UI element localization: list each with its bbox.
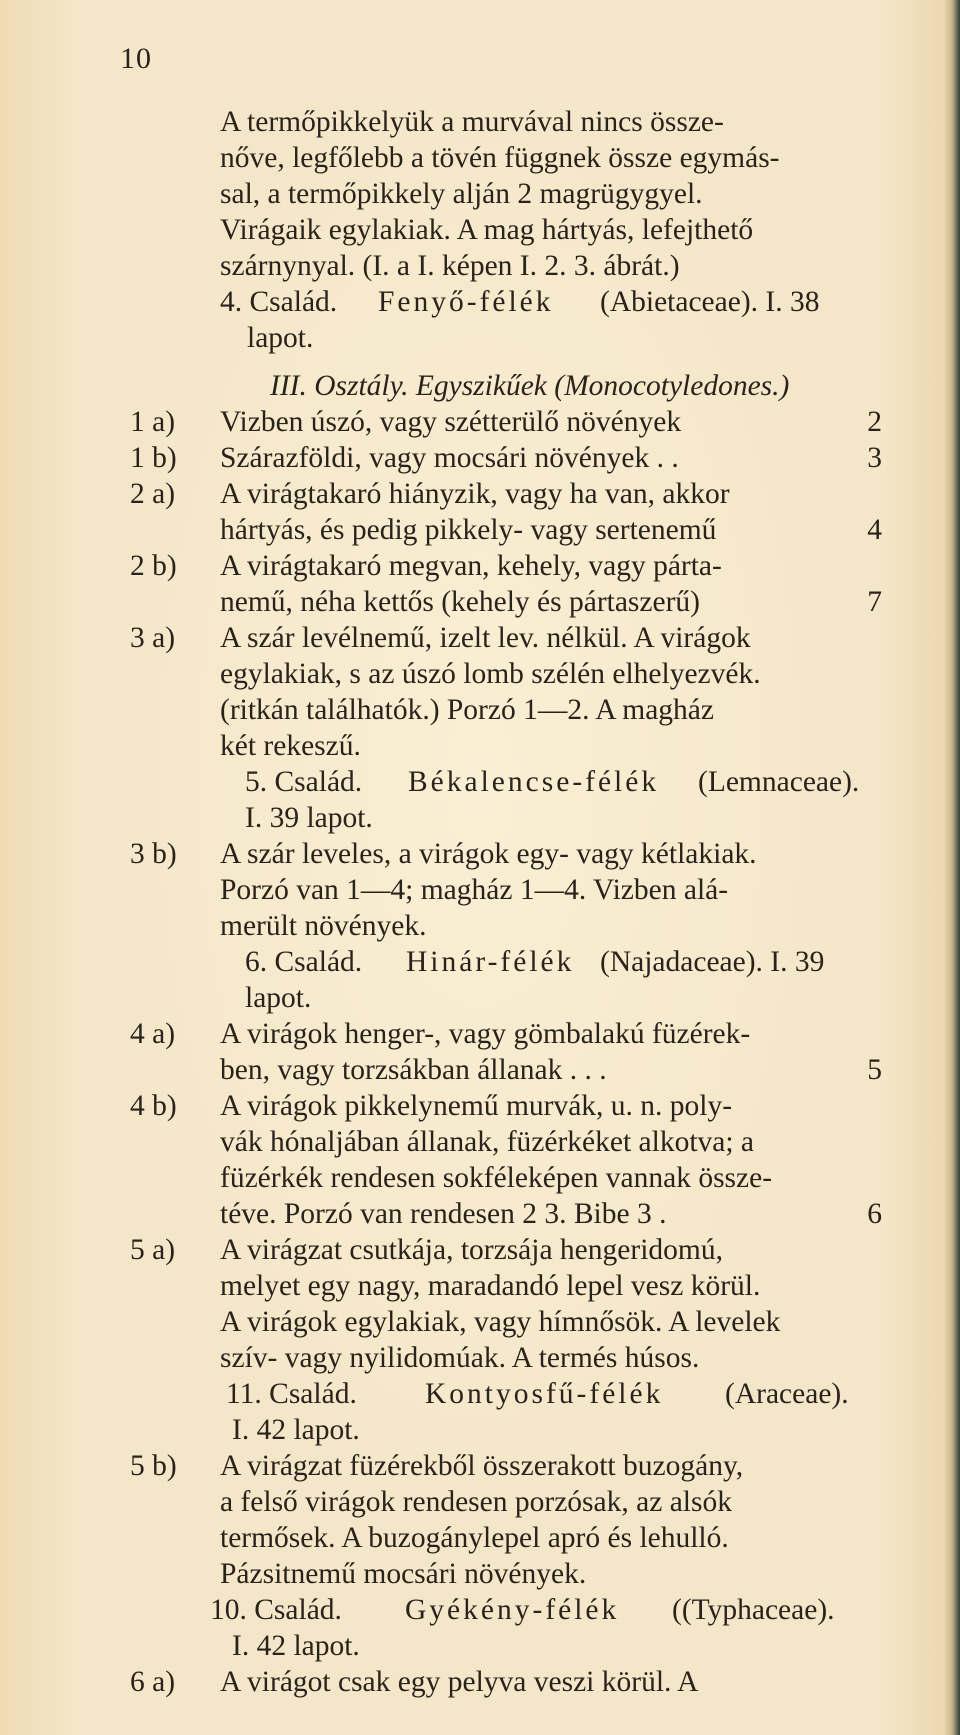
key-ref: 4	[867, 514, 882, 546]
page-number: 10	[120, 42, 152, 75]
key-label: 5 a)	[130, 1234, 176, 1266]
key-label: 5 b)	[130, 1450, 177, 1482]
family-latin: (Abietaceae). I. 38	[600, 286, 820, 318]
key-label: 6 a)	[130, 1666, 176, 1698]
key-label: 3 a)	[130, 622, 176, 654]
key-ref: 7	[867, 586, 882, 618]
family-latin: (Najadaceae). I. 39	[600, 946, 825, 978]
family-label: 5. Család.	[245, 766, 363, 798]
family-latin: (Lemnaceae).	[698, 766, 860, 798]
family-name: Fenyő-félék	[378, 286, 554, 318]
family-name: Békalencse-félék	[408, 766, 660, 798]
key-label: 4 a)	[130, 1018, 176, 1050]
key-ref: 5	[867, 1054, 882, 1086]
family-label: 10. Család.	[210, 1594, 342, 1626]
key-label: 1 a)	[130, 406, 176, 438]
key-label: 2 a)	[130, 478, 176, 510]
key-label: 2 b)	[130, 550, 177, 582]
family-label: 6. Család.	[245, 946, 363, 978]
key-ref: 6	[867, 1198, 882, 1230]
key-ref: 2	[867, 406, 882, 438]
family-label: 11. Család.	[226, 1378, 357, 1410]
key-label: 4 b)	[130, 1090, 177, 1122]
family-name: Hinár-félék	[406, 946, 575, 978]
family-latin: ((Typhaceae).	[672, 1594, 835, 1626]
family-latin: (Araceae).	[725, 1378, 849, 1410]
book-page: 10 A termőpikkelyük a murvával nincs össze- nőve, legfőlebb a tövén függnek össze egymás- sal, a termőpikkely alján 2 magrügygyel. Virágaik egylakiak. A mag hártyás, lefejthető szárnynyal. (I. a I. képen I. 2. 3. ábrát.) 4. Család. Fenyő-félék (Abietaceae). I. 38 lapot. III. Osztály. Egyszikűek (Monocotyledones.) 1 a) Vizben úszó, vagy szétterülő növények 2 1 b) Szárazföldi, vagy mocsári növények . . 3 2 a) A virágtakaró hiányzik, vagy ha van, akkor hártyás, és pedig pikkely- vagy sertenemű 4 2 b) A virágtakaró megvan, kehely, vagy párta- nemű, néha kettős (kehely és pártaszerű) 7 3 a) A szár levélnemű, izelt lev. nélkül. A virágok egylakiak, s az úszó lomb szélén elhelyezvék. (ritkán találhatók.) Porzó 1—2. A magház két rekeszű. 5. Család. Békalencse-félék (Lemnaceae). I. 39 lapot. 3 b) A szár leveles, a virágok egy- vagy kétlakiak. Porzó van 1—4; magház 1—4. Vizben alá- merült növények. 6. Család. Hinár-félék (Najadaceae). I. 39 lapot. 4 a) A virágok henger-, vagy gömbalakú füzérek- ben, vagy torzsákban állanak . . . 5 4 b) A virágok pikkelynemű murvák, u. n. poly- vák hónaljában állanak, füzérkéket alkotva; a füzérkék rendesen sokféleképen vannak össze- téve. Porzó van rendesen 2 3. Bibe 3 . 6 5 a) A virágzat csutkája, torzsája hengeridomú, melyet egy nagy, maradandó lepel vesz körül. A virágok egylakiak, vagy hímnősök. A levelek szív- vagy nyilidomúak. A termés húsos. 11. Család. Kontyosfű-félék (Araceae). I. 42 lapot. 5 b) A virágzat füzérekből összerakott buzogány, a felső virágok rendesen porzósak, az alsók termősek. A buzogánylepel apró és lehulló. Pázsitnemű mocsári növények. 10. Család. Gyékény-félék ((Typhaceae). I. 42 lapot. 6 a) A virágot csak egy pelyva veszi körül. A	[0, 0, 960, 1735]
family-label: 4. Család.	[220, 286, 338, 318]
page-edge	[944, 0, 960, 1735]
key-ref: 3	[867, 442, 882, 474]
family-name: Gyékény-félék	[405, 1594, 620, 1626]
family-name: Kontyosfű-félék	[425, 1378, 664, 1410]
key-label: 3 b)	[130, 838, 177, 870]
key-label: 1 b)	[130, 442, 177, 474]
